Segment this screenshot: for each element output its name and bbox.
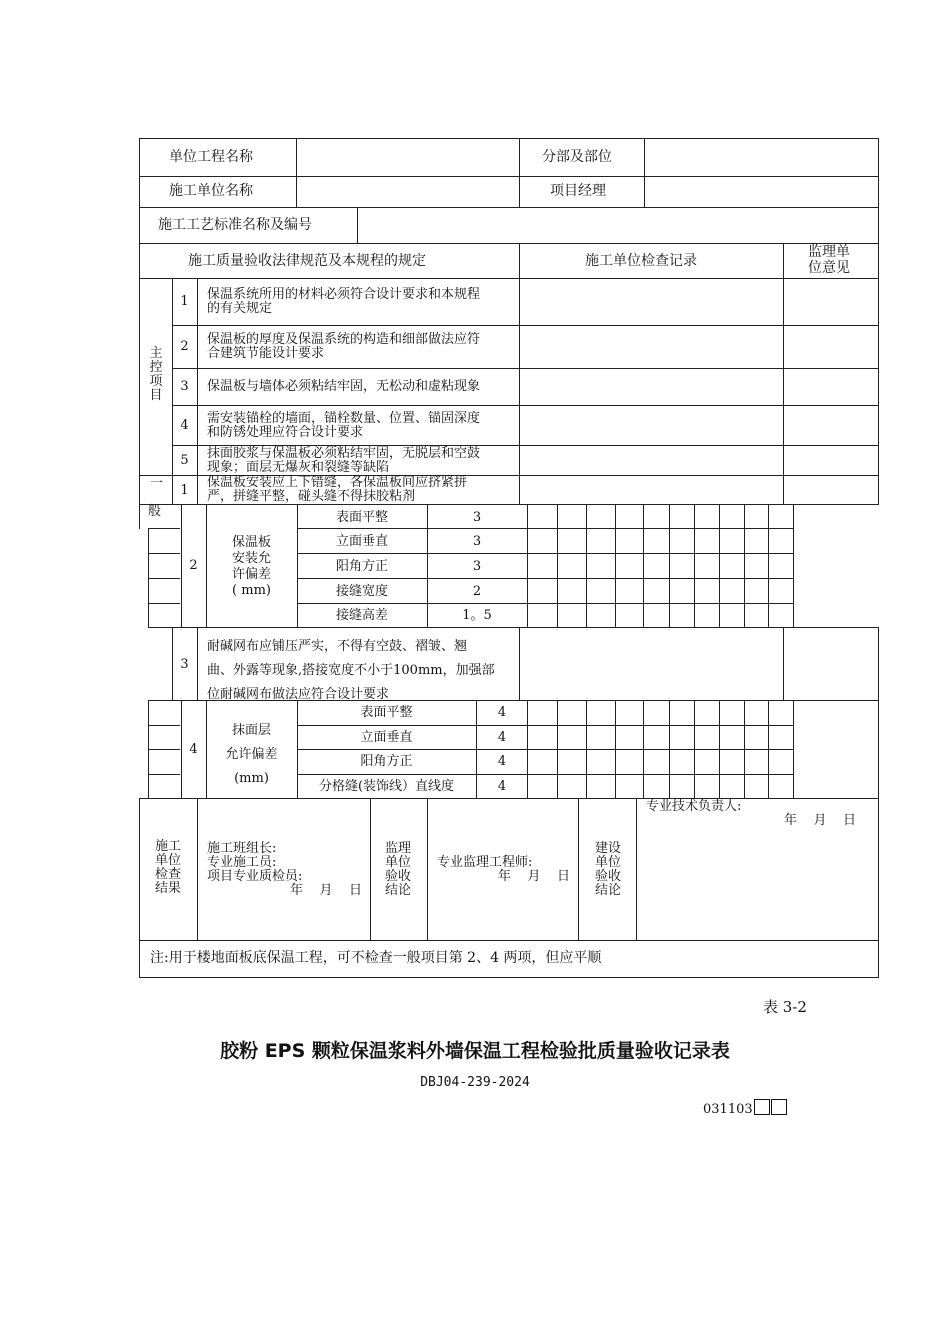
table-note: 注:用于楼地面板底保温工程，可不检查一般项目第 2、4 两项，但应平顺 xyxy=(150,950,602,966)
supervisor-column-header-1: 监理单 xyxy=(808,244,850,260)
code-box[interactable] xyxy=(771,1099,787,1115)
item2-row-name: 接缝高差 xyxy=(335,608,388,623)
grid-column-line xyxy=(586,700,587,799)
grid-column-line xyxy=(643,504,644,628)
contractor-label: 施工单位名称 xyxy=(169,183,253,199)
grid-column-line xyxy=(557,700,558,799)
grid-column-line xyxy=(669,504,670,628)
general-item-3-text: 耐碱网布应铺压严实，不得有空鼓、褶皱、翘 曲、外露等现象,搭接宽度不小于100mm，加强部 位耐碱网布做法应符合设计要求 xyxy=(207,639,495,702)
item2-row-value: 3 xyxy=(472,559,482,574)
code-box[interactable] xyxy=(754,1099,770,1115)
general-item-2-no: 2 xyxy=(189,558,198,573)
item2-row-value: 1。5 xyxy=(462,608,492,623)
main-item-3-text: 保温板与墙体必须粘结牢固，无松动和虚粘现象 xyxy=(207,379,481,394)
unit-project-label: 单位工程名称 xyxy=(169,149,253,165)
grid-column-line xyxy=(557,504,558,628)
grid-column-line xyxy=(744,504,745,628)
contractor-date: 年 月 日 xyxy=(290,883,363,898)
grid-column-line xyxy=(615,700,616,799)
regulation-column-header: 施工质量验收法律规范及本规程的规定 xyxy=(188,253,426,269)
main-item-2-no: 2 xyxy=(180,339,189,354)
grid-column-line xyxy=(793,700,794,799)
grid-column-line xyxy=(527,504,528,628)
general-item-2-label: 保温板 安装允 许偏差 ( mm) xyxy=(231,535,271,598)
owner-date: 年 月 日 xyxy=(784,813,857,828)
grid-column-line xyxy=(669,700,670,799)
standard-code: DBJ04-239-2024 xyxy=(420,1075,530,1090)
general-items-label-1: 一 xyxy=(150,476,164,491)
main-item-4-text: 需安装锚栓的墙面，锚栓数量、位置、锚固深度 和防锈处理应符合设计要求 xyxy=(207,411,481,440)
division-label: 分部及部位 xyxy=(542,149,612,165)
grid-column-line xyxy=(768,504,769,628)
item2-row-name: 表面平整 xyxy=(335,510,388,525)
quality-inspector-field: 项目专业质检员: xyxy=(207,869,303,884)
main-item-5-no: 5 xyxy=(180,453,189,468)
main-item-5-text: 抹面胶浆与保温板必须粘结牢固，无脱层和空鼓 现象；面层无爆灰和裂缝等缺陷 xyxy=(207,446,481,475)
standard-label: 施工工艺标准名称及编号 xyxy=(158,217,312,233)
grid-column-line xyxy=(793,504,794,628)
main-item-2-text: 保温板的厚度及保温系统的构造和细部做法应符 合建筑节能设计要求 xyxy=(207,332,481,361)
project-manager-label: 项目经理 xyxy=(550,183,606,199)
supervising-engineer-field: 专业监理工程师: xyxy=(437,855,533,870)
main-item-4-no: 4 xyxy=(180,418,189,433)
item2-row-value: 3 xyxy=(472,510,482,525)
grid-column-line xyxy=(615,504,616,628)
grid-column-line xyxy=(694,700,695,799)
item4-row-value: 4 xyxy=(497,730,507,745)
item2-row-name: 接缝宽度 xyxy=(335,584,388,599)
item4-row-value: 4 xyxy=(497,705,507,720)
grid-column-line xyxy=(744,700,745,799)
item4-row-name: 立面垂直 xyxy=(360,730,413,745)
grid-column-line xyxy=(643,700,644,799)
supervisor-column-header-2: 位意见 xyxy=(808,260,850,276)
general-item-3-no: 3 xyxy=(180,657,189,672)
page-title: 胶粉 EPS 颗粒保温浆料外墙保温工程检验批质量验收记录表 xyxy=(220,1040,730,1062)
main-item-1-text: 保温系统所用的材料必须符合设计要求和本规程 的有关规定 xyxy=(207,287,481,316)
grid-column-line xyxy=(586,504,587,628)
general-item-4-label: 抹面层 允许偏差 (mm) xyxy=(225,723,278,786)
contractor-result-label: 施工 单位 检查 结果 xyxy=(154,839,181,896)
general-item-4-no: 4 xyxy=(189,742,198,757)
item4-row-name: 分格缝(装饰线）直线度 xyxy=(318,779,455,794)
item4-row-name: 阳角方正 xyxy=(360,754,413,769)
item2-row-value: 2 xyxy=(472,584,482,599)
record-code xyxy=(703,1099,787,1117)
main-item-1-no: 1 xyxy=(180,294,189,309)
record-code-text: 031103 xyxy=(703,1102,753,1117)
general-item-1-no: 1 xyxy=(180,483,189,498)
tech-lead-field: 专业技术负责人: xyxy=(646,799,742,814)
grid-column-line xyxy=(719,504,720,628)
supervision-date: 年 月 日 xyxy=(498,869,571,884)
main-items-label: 主 控 项 目 xyxy=(149,346,163,403)
form-number: 表 3-2 xyxy=(763,998,807,1016)
item2-row-name: 立面垂直 xyxy=(335,534,388,549)
owner-conclusion-label: 建设 单位 验收 结论 xyxy=(594,841,621,898)
general-item-1-text: 保温板安装应上下错缝，各保温板间应挤紧拼 严，拼缝平整，碰头缝不得抹胶粘剂 xyxy=(207,475,468,504)
item2-row-value: 3 xyxy=(472,534,482,549)
item4-row-name: 表面平整 xyxy=(360,705,413,720)
grid-column-line xyxy=(768,700,769,799)
item4-row-value: 4 xyxy=(497,754,507,769)
contractor-check-column-header: 施工单位检查记录 xyxy=(585,253,697,269)
main-item-3-no: 3 xyxy=(180,379,189,394)
item4-row-value: 4 xyxy=(497,779,507,794)
general-items-label-2: 般 xyxy=(148,504,162,519)
item2-row-name: 阳角方正 xyxy=(335,559,388,574)
grid-column-line xyxy=(719,700,720,799)
team-leader-field: 施工班组长: xyxy=(207,841,277,856)
grid-column-line xyxy=(694,504,695,628)
supervision-conclusion-label: 监理 单位 验收 结论 xyxy=(384,841,411,898)
constructor-field: 专业施工员: xyxy=(207,855,277,870)
